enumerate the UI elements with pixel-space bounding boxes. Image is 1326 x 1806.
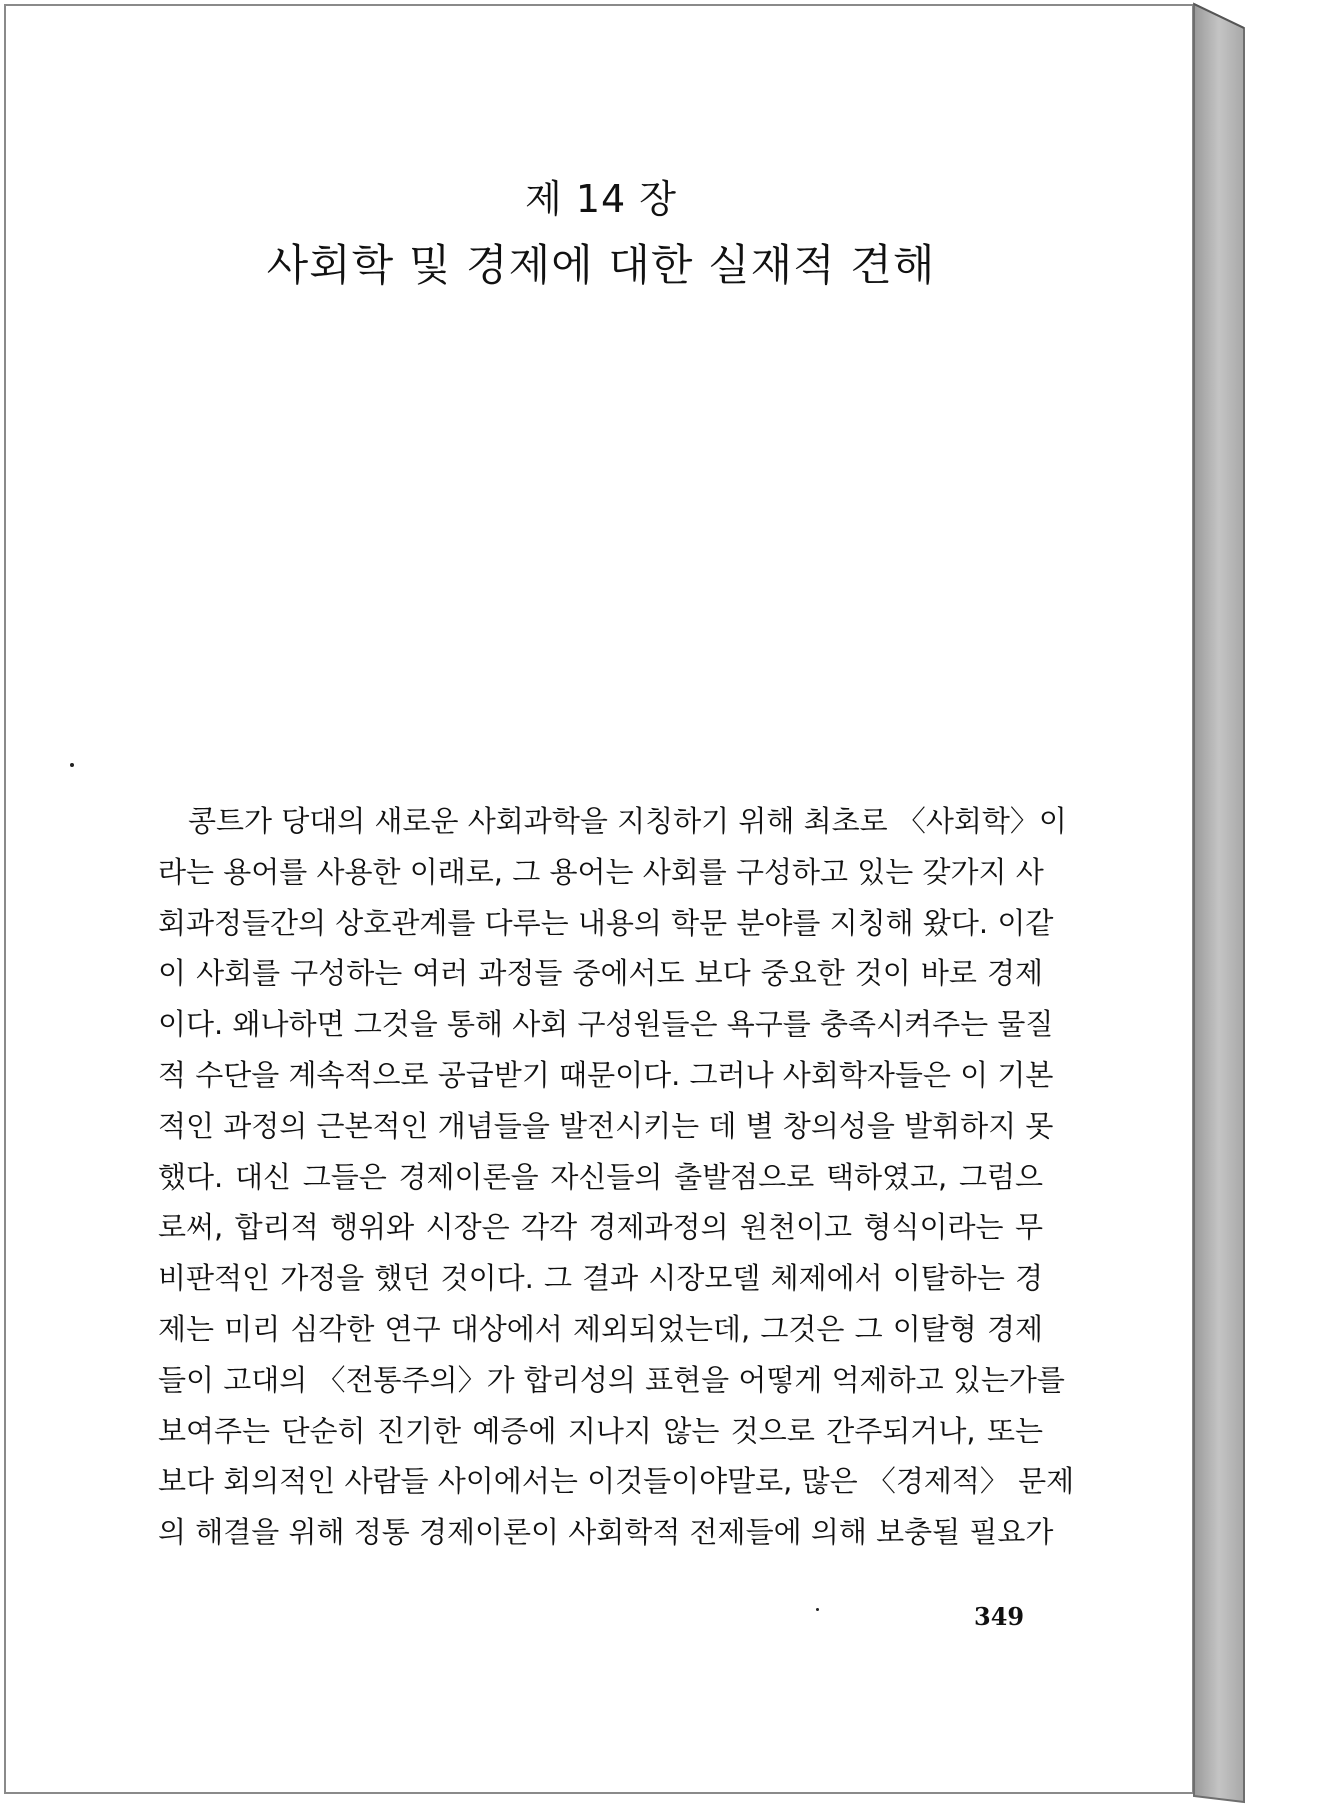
body-line: 이 사회를 구성하는 여러 과정들 중에서도 보다 중요한 것이 바로 경제 — [158, 956, 1043, 991]
chapter-number: 제 14 장 — [525, 177, 677, 221]
body-line: 들이 고대의 〈전통주의〉가 합리성의 표현을 어떻게 억제하고 있는가를 — [158, 1362, 1065, 1397]
body-line: 라는 용어를 사용한 이래로, 그 용어는 사회를 구성하고 있는 갖가지 사 — [158, 854, 1044, 889]
body-line: 이다. 왜나하면 그것을 통해 사회 구성원들은 욕구를 충족시켜주는 물질 — [158, 1007, 1054, 1042]
chapter-title: 사회학 및 경제에 대한 실재적 견해 — [266, 241, 936, 291]
body-line: 회과정들간의 상호관계를 다루는 내용의 학문 분야를 지칭해 왔다. 이같 — [158, 905, 1054, 940]
book-page — [4, 4, 1194, 1794]
body-text — [158, 796, 1075, 1558]
body-line: 보다 회의적인 사람들 사이에서는 이것들이야말로, 많은 〈경제적〉 문제 — [158, 1464, 1075, 1499]
margin-dot — [70, 763, 74, 767]
book-thickness-edge — [1190, 0, 1326, 1806]
footer-dot — [816, 1608, 819, 1611]
body-line: 로써, 합리적 행위와 시장은 각각 경제과정의 원천이고 형식이라는 무 — [158, 1210, 1043, 1245]
body-line: 제는 미리 심각한 연구 대상에서 제외되었는데, 그것은 그 이탈형 경제 — [158, 1311, 1043, 1346]
body-line: 보여주는 단순히 진기한 예증에 지나지 않는 것으로 간주되거나, 또는 — [158, 1413, 1043, 1448]
body-line: 적인 과정의 근본적인 개념들을 발전시키는 데 별 창의성을 발휘하지 못 — [158, 1108, 1054, 1143]
body-line: 했다. 대신 그들은 경제이론을 자신들의 출발점으로 택하였고, 그럼으 — [158, 1159, 1043, 1194]
body-line: 비판적인 가정을 했던 것이다. 그 결과 시장모델 체제에서 이탈하는 경 — [158, 1261, 1043, 1296]
body-line: 콩트가 당대의 새로운 사회과학을 지칭하기 위해 최초로 〈사회학〉이 — [188, 804, 1067, 838]
page-number: 349 — [974, 1602, 1025, 1631]
body-line: 적 수단을 계속적으로 공급받기 때문이다. 그러나 사회학자들은 이 기본 — [158, 1057, 1054, 1092]
body-line: 의 해결을 위해 정통 경제이론이 사회학적 전제들에 의해 보충될 필요가 — [158, 1515, 1054, 1550]
